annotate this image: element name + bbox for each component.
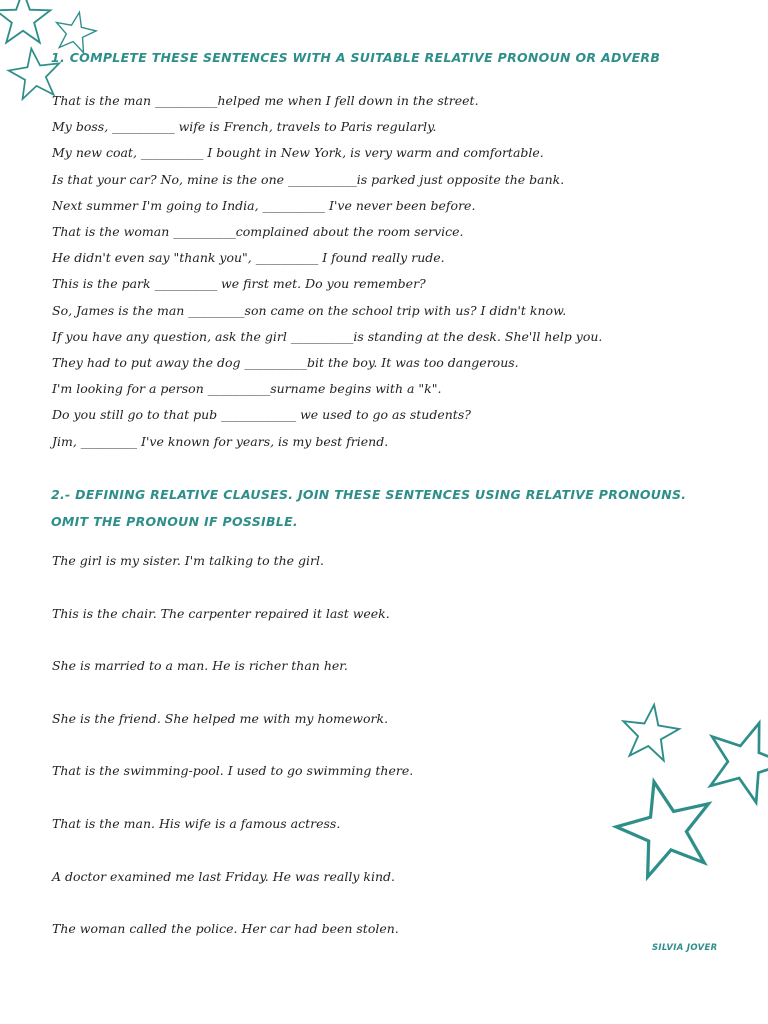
exercise2-sentence: The girl is my sister. I'm talking to the girl. <box>52 553 324 568</box>
exercise2-sentence: This is the chair. The carpenter repaired it last week. <box>52 605 390 621</box>
section1-heading: 1. COMPLETE THESE SENTENCES WITH A SUITABLE RELATIVE PRONOUN OR ADVERB <box>51 50 661 65</box>
exercise1-sentence: So, James is the man _________son came on the school trip with us? I didn't know. <box>52 302 567 318</box>
exercise2-sentence: That is the swimming-pool. I used to go swimming there. <box>52 763 414 779</box>
exercise1-sentence: Do you still go to that pub ____________ we used to go as students? <box>52 407 471 423</box>
exercise1-sentence: That is the woman __________complained about the room service. <box>52 224 464 239</box>
author-credit: SILVIA JOVER <box>652 943 718 953</box>
exercise1-sentence: This is the park __________ we first met. Do you remember? <box>52 276 426 292</box>
exercise2-sentence: She is married to a man. He is richer than her. <box>52 658 348 674</box>
star-icon <box>0 0 54 50</box>
exercise1-sentence: Is that your car? No, mine is the one ___________is parked just opposite the bank. <box>52 171 565 187</box>
exercise1-sentence: He didn't even say "thank you", __________ I found really rude. <box>52 250 445 266</box>
section2-heading-line2: OMIT THE PRONOUN IF POSSIBLE. <box>51 514 298 529</box>
exercise1-sentence: Next summer I'm going to India, __________ I've never been before. <box>52 197 476 213</box>
exercise1-sentence: My boss, __________ wife is French, travels to Paris regularly. <box>52 119 437 135</box>
exercise1-sentence: I'm looking for a person __________surname begins with a "k". <box>52 381 442 397</box>
exercise1-sentence: Jim, _________ I've known for years, is my best friend. <box>52 433 389 449</box>
exercise2-sentence: A doctor examined me last Friday. He was really kind. <box>52 868 395 884</box>
star-icon <box>610 776 722 884</box>
star-icon <box>618 702 682 766</box>
section2-heading: 2.- DEFINING RELATIVE CLAUSES. JOIN THESE SENTENCES USING RELATIVE PRONOUNS. <box>51 487 687 502</box>
exercise1-sentence: My new coat, __________ I bought in New York, is very warm and comfortable. <box>52 145 544 161</box>
exercise1-sentence: That is the man __________helped me when I fell down in the street. <box>52 93 479 108</box>
exercise1-sentence: If you have any question, ask the girl __________is standing at the desk. She'll help you. <box>52 328 603 344</box>
exercise1-sentence: They had to put away the dog __________bit the boy. It was too dangerous. <box>52 355 519 370</box>
exercise2-sentence: The woman called the police. Her car had been stolen. <box>52 921 399 937</box>
exercise2-sentence: She is the friend. She helped me with my homework. <box>52 710 389 726</box>
exercise2-sentence: That is the man. His wife is a famous actress. <box>52 816 341 831</box>
